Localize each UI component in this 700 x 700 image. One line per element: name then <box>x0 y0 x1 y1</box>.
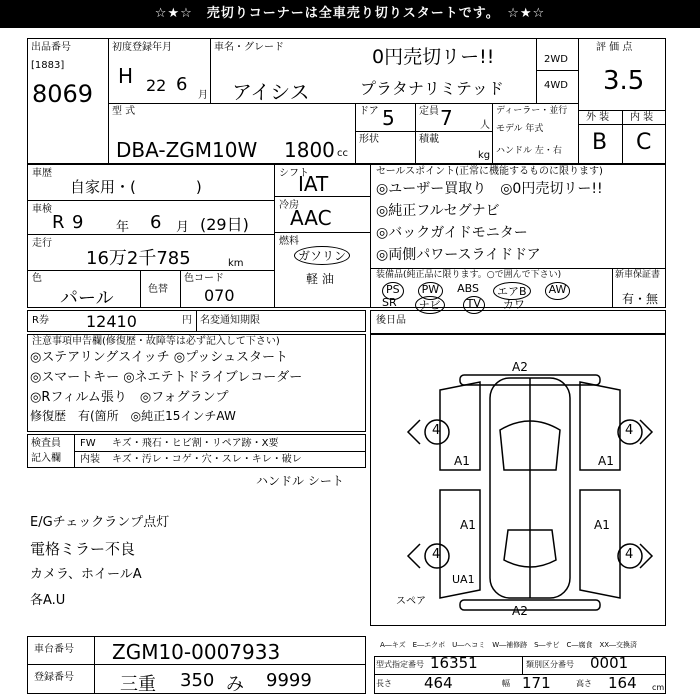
model-year-label: モデル 年式 <box>496 124 544 134</box>
type-value: DBA-ZGM10W <box>116 138 258 162</box>
class-spec-value: 0001 <box>590 654 629 672</box>
diag-a1-fl: A1 <box>454 454 470 468</box>
equip-aw: AW <box>545 282 571 300</box>
diag-a1-fr: A1 <box>598 454 614 468</box>
banner: ☆★☆ 売切りコーナーは全車売り切りスタートです。 ☆★☆ <box>0 0 700 28</box>
color-code-label: 色コード <box>184 273 224 284</box>
first-reg-month: 6 <box>176 74 188 95</box>
type-label: 型 式 <box>112 106 136 117</box>
inspection-era: R <box>52 212 65 233</box>
selling-item: ◎両側パワースライドドア <box>376 247 541 263</box>
inspection-year: 9 <box>72 212 84 233</box>
equip-airbag: エアB <box>493 282 531 300</box>
checker-in: 内装 <box>80 454 100 465</box>
fuel-gas: ガソリン <box>294 246 350 265</box>
first-reg-label: 初度登録年月 <box>112 42 172 53</box>
type-cc-unit: cc <box>337 148 348 159</box>
equip-pw: PW <box>418 282 444 300</box>
score-int: C <box>636 130 652 155</box>
warranty-value: 有・無 <box>622 292 659 306</box>
lot-number: 8069 <box>32 80 94 108</box>
type-spec-value: 16351 <box>430 654 478 672</box>
length-value: 464 <box>424 674 453 692</box>
diag-legend: A―キズ E―エクボ U―ヘコミ W―補修跡 S―サビ C―腐食 XX―交換済 <box>380 641 638 649</box>
shift-label: シフト <box>279 168 309 179</box>
diag-a2-bottom: A2 <box>512 604 528 618</box>
note-line: 修復歴 有(箇所 ◎純正15インチAW <box>30 409 236 423</box>
score-ext-label: 外 装 <box>586 112 610 123</box>
first-reg-year: 22 <box>146 76 167 95</box>
fuel-diesel: 軽 油 <box>306 272 334 286</box>
load-unit: kg <box>478 150 491 161</box>
name-model: アイシス <box>232 80 310 104</box>
equip-abs: ABS <box>457 282 480 295</box>
height-value: 164 <box>608 674 637 692</box>
notice-label: 名変通知期限 <box>200 315 260 326</box>
width-label: 幅 <box>502 679 510 688</box>
chassis-value: ZGM10-0007933 <box>112 640 281 664</box>
checker-label-2: 記入欄 <box>31 453 61 464</box>
ac-label: 冷房 <box>279 200 299 211</box>
remark-line: 電格ミラー不良 <box>30 540 136 558</box>
selling-item: ◎バックガイドモニター <box>376 225 528 241</box>
equip-tv: TV <box>463 296 485 314</box>
checker-fw: FW <box>80 438 96 449</box>
inspection-day: (29日) <box>200 215 249 234</box>
remark-line: E/Gチェックランプ点灯 <box>30 515 170 530</box>
chassis-label: 車台番号 <box>34 644 74 655</box>
equip-navi: ナビ <box>415 296 445 314</box>
mileage-value: 16万2千785 <box>86 248 191 269</box>
diag-ua1: UA1 <box>452 573 475 586</box>
first-reg-era: H <box>118 64 134 88</box>
diag-a1-rl: A1 <box>460 518 476 532</box>
color-label: 色 <box>32 273 42 284</box>
shift-value: IAT <box>298 172 329 196</box>
selling-item: ◎ユーザー買取り ◎0円売切リー!! <box>376 181 603 197</box>
diag-4-fr: 4 <box>625 423 634 438</box>
class-spec-label: 類別区分番号 <box>526 660 574 669</box>
equip-sr: SR <box>382 296 397 309</box>
capacity-label: 定員 <box>419 106 439 117</box>
lot-sub: [1883] <box>31 60 65 71</box>
plate-region: 三重 <box>120 674 156 695</box>
equip-ps: PS <box>382 282 404 300</box>
score-ext: B <box>592 130 608 155</box>
mileage-unit: km <box>228 258 244 269</box>
ac-value: AAC <box>290 206 332 230</box>
diag-a2-top: A2 <box>512 360 528 374</box>
plate-number: 9999 <box>266 670 312 691</box>
length-label: 長さ <box>376 679 392 688</box>
selling-label: セールスポイント(正常に機能するものに限ります) <box>376 166 603 177</box>
recycle-label: R券 <box>32 315 49 326</box>
handle-label: ハンドル 左・右 <box>496 146 562 156</box>
capacity-value: 7 <box>440 106 453 130</box>
warranty-label: 新車保証書 <box>615 270 661 280</box>
fuel-label: 燃料 <box>279 236 299 247</box>
notes-label: 注意事項申告欄(修復歴・故障等は必ず記入して下さい) <box>32 336 280 347</box>
note-line: ◎ステアリングスイッチ ◎プッシュスタート <box>30 350 288 365</box>
name-label: 車名・グレード <box>214 42 284 53</box>
selling-item: ◎純正フルセグナビ <box>376 203 500 219</box>
color-change-label: 色替 <box>148 284 168 295</box>
diag-4-rr: 4 <box>625 547 634 562</box>
doors-value: 5 <box>382 106 395 130</box>
dealer-label: ディーラー・並行 <box>496 106 568 116</box>
diag-a1-rr: A1 <box>594 518 610 532</box>
score-value: 3.5 <box>603 66 645 96</box>
later-label: 後日品 <box>376 315 406 326</box>
first-reg-month-unit: 月 <box>198 90 208 101</box>
type-cc: 1800 <box>284 138 335 162</box>
lot-label: 出品番号 <box>31 42 71 53</box>
inspection-month-unit: 月 <box>176 220 190 235</box>
checker-label-1: 検査員 <box>31 438 61 449</box>
name-note: 0円売切リー!! <box>372 46 495 68</box>
plate-class: 350 <box>180 670 215 691</box>
history-label: 車歴 <box>32 168 52 179</box>
plate-kana: み <box>226 674 244 695</box>
color-value: パール <box>60 288 114 309</box>
size-unit: cm <box>652 683 665 692</box>
doors-label: ドア <box>359 106 379 117</box>
load-label: 積載 <box>419 134 439 145</box>
equip-leather: カワ <box>502 298 525 311</box>
score-int-label: 内 装 <box>630 112 654 123</box>
remark-line: カメラ、ホイールA <box>30 567 142 582</box>
recycle-unit: 円 <box>182 315 192 326</box>
diag-4-fl: 4 <box>432 423 441 438</box>
plate-label: 登録番号 <box>34 672 74 683</box>
shape-label: 形状 <box>359 134 379 145</box>
name-grade: プラタナリミテッド <box>360 79 504 98</box>
history-value: 自家用・( ) <box>70 178 202 196</box>
capacity-unit: 人 <box>480 120 490 131</box>
mileage-label: 走行 <box>32 238 52 249</box>
score-label: 評 価 点 <box>596 42 633 53</box>
diag-4-rl: 4 <box>432 547 441 562</box>
recycle-value: 12410 <box>86 312 137 331</box>
color-code: 070 <box>204 286 235 305</box>
hand-note: ハンドル シート <box>256 474 344 488</box>
remark-line: 各A.U <box>30 593 66 608</box>
inspection-month: 6 <box>150 212 162 233</box>
inspection-year-unit: 年 <box>116 220 130 235</box>
note-line: ◎Rフィルム張り ◎フォグランプ <box>30 390 229 405</box>
height-label: 高さ <box>576 679 592 688</box>
equipment-label: 装備品(純正品に限ります。○で囲んで下さい) <box>376 270 562 280</box>
diag-spare: スペア <box>396 596 426 607</box>
type-spec-label: 型式指定番号 <box>376 660 424 669</box>
width-value: 171 <box>522 674 551 692</box>
checker-in-items: キズ・汚レ・コゲ・穴・スレ・キレ・破レ <box>112 454 302 465</box>
drive-2wd: 2WD <box>544 54 568 65</box>
inspection-label: 車検 <box>32 204 52 215</box>
note-line: ◎スマートキー ◎ネエテトドライブレコーダー <box>30 370 303 385</box>
checker-fw-items: キズ・飛石・ヒビ割・リペア跡・X要 <box>112 438 279 449</box>
drive-4wd: 4WD <box>544 80 568 91</box>
